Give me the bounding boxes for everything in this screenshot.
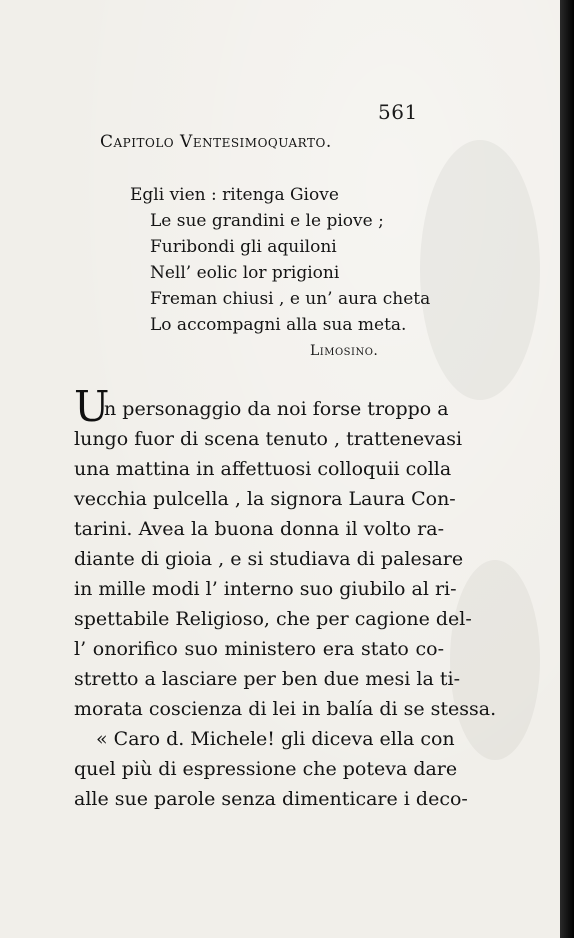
poem-line: Lo accompagni alla sua meta. bbox=[150, 315, 407, 335]
first-line-text: n personaggio da noi forse troppo a bbox=[104, 398, 449, 420]
poem-attribution: Limosino. bbox=[310, 343, 379, 359]
text-line: alle sue parole senza dimenticare i deco- bbox=[74, 788, 468, 810]
drop-cap: U bbox=[74, 382, 110, 431]
page-stain bbox=[450, 560, 540, 760]
text-line: tarini. Avea la buona donna il volto ra- bbox=[74, 518, 444, 540]
text-line: diante di gioia , e si studiava di palesare bbox=[74, 548, 464, 570]
text-line: vecchia pulcella , la signora Laura Con- bbox=[74, 488, 456, 510]
first-line bbox=[74, 382, 449, 431]
page-stain bbox=[420, 140, 540, 400]
scan-edge bbox=[560, 0, 574, 938]
poem-line: Egli vien : ritenga Giove bbox=[130, 185, 339, 205]
text-line: l’ onorifico suo ministero era stato co- bbox=[74, 638, 444, 660]
chapter-title: Capitolo Ventesimoquarto. bbox=[100, 132, 332, 152]
text-line: spettabile Religioso, che per cagione del- bbox=[74, 608, 472, 630]
text-line: « Caro d. Michele! gli diceva ella con bbox=[96, 728, 455, 750]
poem-line: Freman chiusi , e un’ aura cheta bbox=[150, 289, 431, 309]
text-line: quel più di espressione che poteva dare bbox=[74, 758, 458, 780]
text-line: morata coscienza di lei in balía di se stessa. bbox=[74, 698, 497, 720]
poem-line: Le sue grandini e le piove ; bbox=[150, 211, 384, 231]
text-line: una mattina in affettuosi colloquii colla bbox=[74, 458, 452, 480]
poem-line: Nell’ eolic lor prigioni bbox=[150, 263, 340, 283]
text-line: stretto a lasciare per ben due mesi la ti- bbox=[74, 668, 460, 690]
page-number: 561 bbox=[378, 100, 418, 124]
poem-line: Furibondi gli aquiloni bbox=[150, 237, 337, 257]
text-line: in mille modi l’ interno suo giubilo al ri- bbox=[74, 578, 457, 600]
text-line: lungo fuor di scena tenuto , trattenevasi bbox=[74, 428, 463, 450]
